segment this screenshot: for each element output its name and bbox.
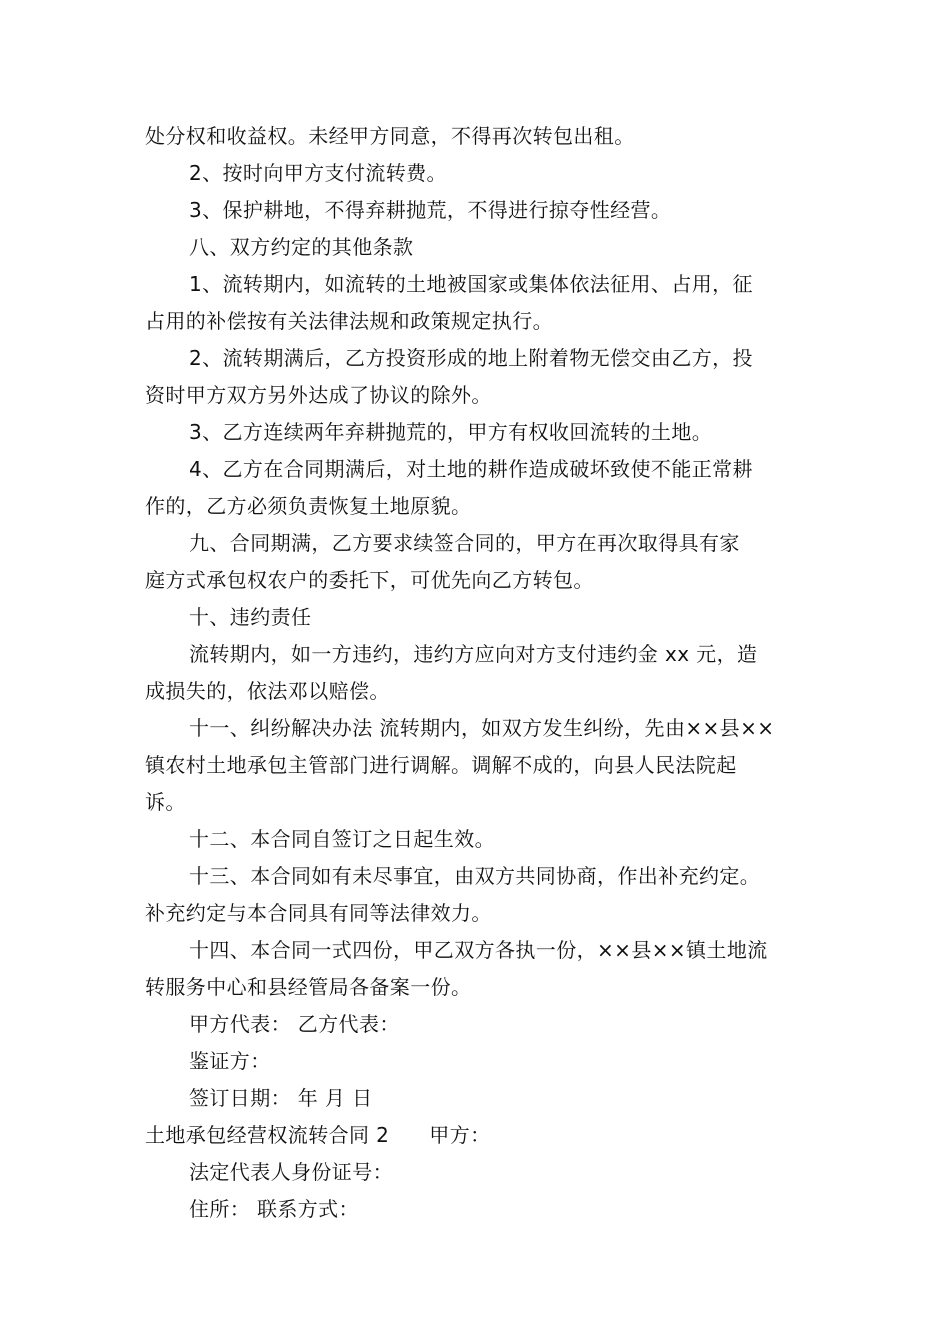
section-heading: 十、违约责任 <box>189 605 312 629</box>
paragraph-line: 2、按时向甲方支付流转费。 <box>189 161 447 185</box>
section-heading: 十一、纠纷解决办法 流转期内，如双方发生纠纷，先由××县×× <box>189 716 775 740</box>
paragraph-line: 诉。 <box>145 790 186 814</box>
section-heading: 九、合同期满，乙方要求续签合同的，甲方在再次取得具有家 <box>189 531 740 555</box>
paragraph-line: 2、流转期满后，乙方投资形成的地上附着物无偿交由乙方，投 <box>189 346 753 370</box>
paragraph-line: 4、乙方在合同期满后，对土地的耕作造成破坏致使不能正常耕 <box>189 457 753 481</box>
paragraph-line: 处分权和收益权。未经甲方同意，不得再次转包出租。 <box>145 124 635 148</box>
paragraph-line: 流转期内，如一方违约，违约方应向对方支付违约金 xx 元，造 <box>189 642 758 666</box>
paragraph-line: 1、流转期内，如流转的土地被国家或集体依法征用、占用，征 <box>189 272 753 296</box>
contract-title-row <box>145 1117 825 1154</box>
form-field-line: 住所： 联系方式： <box>189 1197 359 1221</box>
paragraph-line: 资时甲方双方另外达成了协议的除外。 <box>145 383 492 407</box>
signature-line: 甲方代表： 乙方代表： <box>189 1012 400 1036</box>
paragraph-line: 转服务中心和县经管局各备案一份。 <box>145 975 472 999</box>
contract-title: 土地承包经营权流转合同 2 <box>145 1123 390 1147</box>
paragraph-line: 占用的补偿按有关法律法规和政策规定执行。 <box>145 309 553 333</box>
paragraph-line: 镇农村土地承包主管部门进行调解。调解不成的，向县人民法院起 <box>145 753 737 777</box>
document-body <box>145 118 825 1228</box>
form-field-line: 法定代表人身份证号： <box>189 1160 393 1184</box>
paragraph-line: 3、乙方连续两年弃耕抛荒的，甲方有权收回流转的土地。 <box>189 420 713 444</box>
signature-line: 签订日期： 年 月 日 <box>189 1086 373 1110</box>
section-heading: 十四、本合同一式四份，甲乙双方各执一份，××县××镇土地流 <box>189 938 768 962</box>
paragraph-line: 作的，乙方必须负责恢复土地原貌。 <box>145 494 472 518</box>
section-heading: 十三、本合同如有未尽事宜，由双方共同协商，作出补充约定。 <box>189 864 761 888</box>
party-a-label: 甲方： <box>429 1123 491 1147</box>
paragraph-line: 补充约定与本合同具有同等法律效力。 <box>145 901 492 925</box>
signature-line: 鉴证方： <box>189 1049 271 1073</box>
paragraph-line: 庭方式承包权农户的委托下，可优先向乙方转包。 <box>145 568 594 592</box>
paragraph-line: 3、保护耕地，不得弃耕抛荒，不得进行掠夺性经营。 <box>189 198 672 222</box>
section-heading: 十二、本合同自签订之日起生效。 <box>189 827 495 851</box>
paragraph-line: 成损失的，依法邓以赔偿。 <box>145 679 390 703</box>
section-heading: 八、双方约定的其他条款 <box>189 235 414 259</box>
